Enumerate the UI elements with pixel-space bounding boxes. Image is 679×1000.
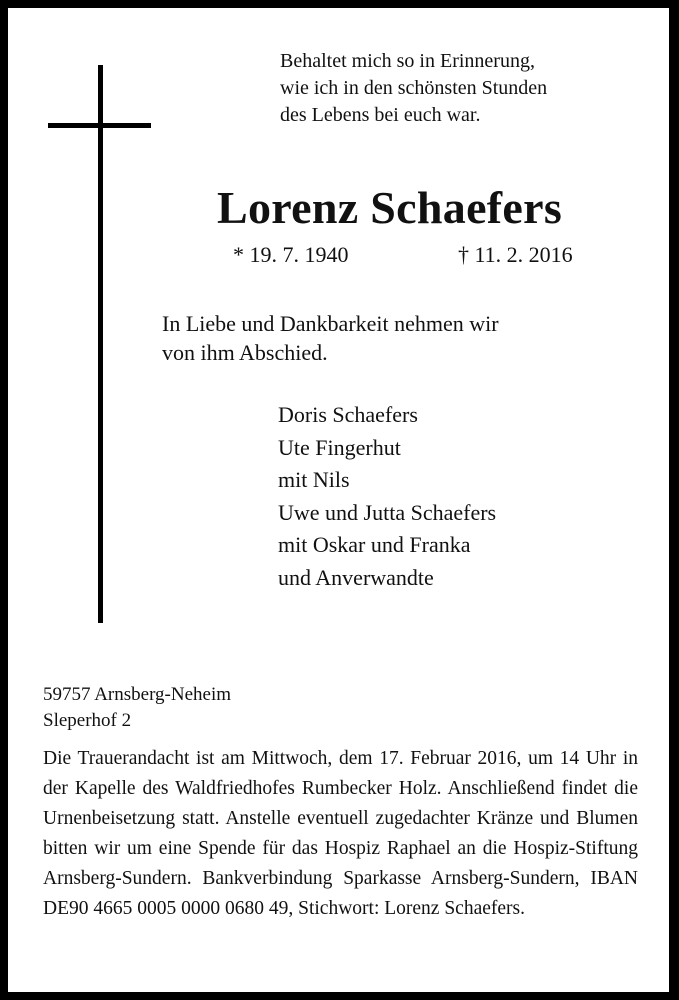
- mourner-item: mit Nils: [278, 467, 350, 492]
- birth-date: * 19. 7. 1940: [233, 242, 349, 267]
- mourners-list: [278, 399, 496, 594]
- cross-horizontal-beam: [48, 123, 151, 128]
- mourner-item: und Anverwandte: [278, 564, 434, 590]
- address-street: Sleperhof 2: [43, 710, 132, 731]
- death-date: † 11. 2. 2016: [458, 242, 573, 267]
- motto-line: Behaltet mich so in Erinnerung,: [280, 50, 535, 72]
- motto-line: wie ich in den schönsten Stunden: [280, 77, 548, 99]
- deceased-name: Lorenz Schaefers: [217, 182, 563, 233]
- farewell-text: [162, 309, 499, 367]
- family-address: [43, 682, 231, 734]
- funeral-notice: Die Trauerandacht ist am Mittwoch, dem 17. Februar 2016, um 14 Uhr in der Kapelle des Waldfriedhofes Rumbecker Holz. Anschließend findet die Urnenbeisetzung statt. Anstelle eventuell zugedachter Kränze und Blumen bitten wir um eine Spende für das Hospiz Raphael an die Hospiz-Stiftung Arnsberg-Sundern. Bankverbindung Sparkasse Arnsberg-Sundern, IBAN DE90 4665 0005 0000 0680 49, Stichwort: Lorenz Schaefers.: [43, 748, 638, 919]
- farewell-line: von ihm Abschied.: [162, 340, 328, 365]
- motto-quote: [280, 48, 547, 129]
- mourner-item: mit Oskar und Franka: [278, 532, 471, 557]
- mourner-item: Ute Fingerhut: [278, 434, 401, 460]
- mourner-item: Doris Schaefers: [278, 402, 418, 427]
- cross-vertical-beam: [98, 65, 103, 623]
- motto-line: des Lebens bei euch war.: [280, 104, 481, 126]
- mourner-item: Uwe und Jutta Schaefers: [278, 499, 497, 525]
- address-city: 59757 Arnsberg-Neheim: [43, 684, 232, 705]
- farewell-line: In Liebe und Dankbarkeit nehmen wir: [162, 311, 499, 336]
